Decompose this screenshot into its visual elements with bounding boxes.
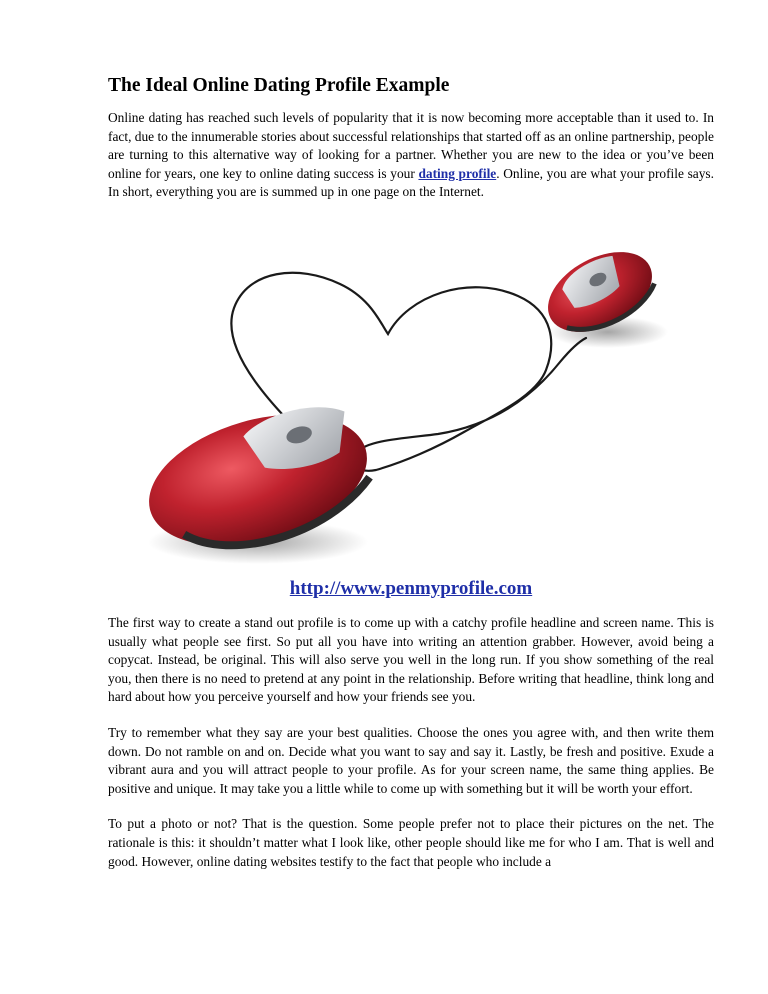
heart-cable-mice-image <box>108 212 714 574</box>
intro-text-end: . Online, you are what your profile says. In short, everything you are is summed up in one page on the Internet. <box>108 165 714 200</box>
computer-mouse-heart-illustration <box>108 212 714 574</box>
body-paragraph-1: The first way to create a stand out profile is to come up with a catchy profile headline and screen name. This is usually what people see first. So put all you have into writing an attention grabber. However, avoid being a copycat. Instead, be original. This will also serve you well in the long run. If you show something of the real you, then there is no need to pretend at any point in the relationship. Before writing that headline, think long and hard about how you perceive yourself and how your friends see you. <box>108 614 714 705</box>
page-title: The Ideal Online Dating Profile Example <box>108 75 450 96</box>
body-paragraph-2: Try to remember what they say are your best qualities. Choose the ones you agree with, and then write them down. Do not ramble on and on. Decide what you want to say and say it. Lastly, be fresh and positive. Exude a vibrant aura and you will attract people to your profile. As for your screen name, the same thing applies. Be positive and unique. It may take you a little while to come up with something but it will be worth your effort. <box>108 724 714 796</box>
document-page <box>108 74 714 871</box>
dating-profile-link[interactable]: dating profile <box>418 165 497 181</box>
website-link[interactable]: http://www.penmyprofile.com <box>289 577 533 599</box>
lower-mouse-icon <box>134 391 383 570</box>
upper-mouse-icon <box>535 236 668 349</box>
website-url-line <box>108 578 714 600</box>
body-paragraph-3: To put a photo or not? That is the question. Some people prefer not to place their pictures on the net. The rationale is this: it shouldn’t matter what I look like, other people should like me for who I am. That is well and good. However, online dating websites testify to the fact that people who include a <box>108 816 714 869</box>
intro-text-start: Online dating has reached such levels of popularity that it is now becoming more acceptable than it used to. In fact, due to the innumerable stories about successful relationships that started off as an online partnership, people are turning to this alternative way of looking for a partner. Whether you are new to the idea or you’ve been online for years, one key to online dating success is your <box>108 110 714 181</box>
intro-paragraph <box>108 109 714 202</box>
